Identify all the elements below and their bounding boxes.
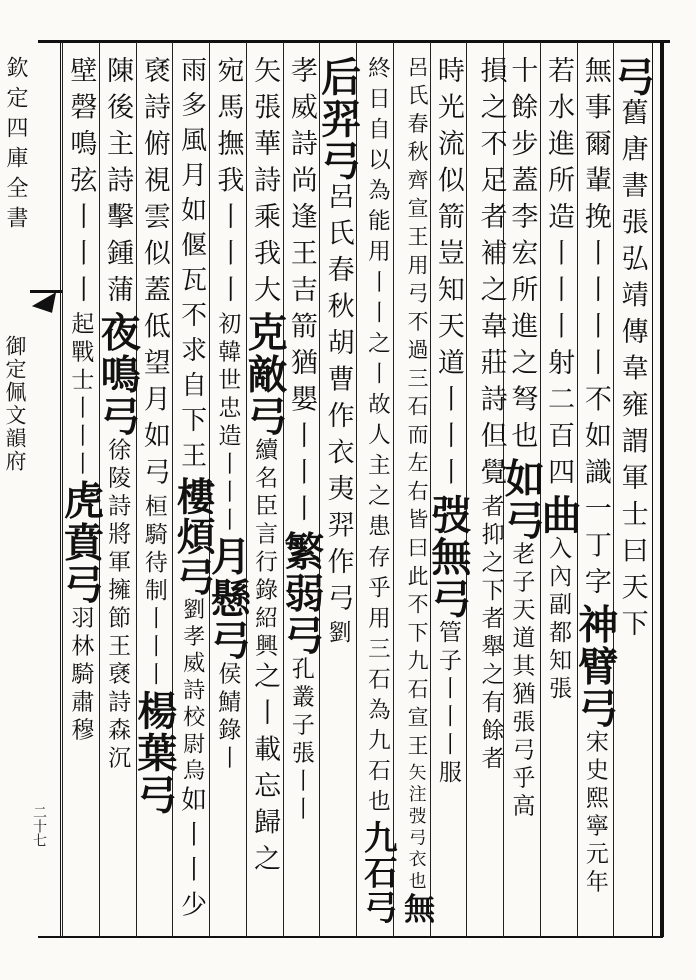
annotation-text: 侯鯖錄丨 <box>214 661 241 774</box>
text-column <box>354 56 398 926</box>
headword: 如弓 <box>498 457 546 542</box>
frame-bottom-border <box>38 936 663 938</box>
headword: 無 <box>398 892 435 926</box>
body-text: 壁磬鳴弦丨丨丨 <box>65 56 97 312</box>
headword: 神臂弓 <box>571 603 619 730</box>
section-title: 御定佩文韻府 <box>3 335 27 473</box>
body-text: 雨多風月如偃瓦不求自下王 <box>176 56 207 477</box>
body-text: 無事爾輩挽丨丨丨丨不如識一丁字 <box>579 56 611 604</box>
text-column <box>241 56 289 881</box>
annotation-text: 孔叢子張丨丨 <box>287 656 314 825</box>
body-text: 孝威詩尚逢王吉箭猶嬰丨丨丨 <box>285 56 317 531</box>
headword: 弢無弓 <box>424 494 472 620</box>
body-text: 褎詩俯視雲似蓋低望月如弓 <box>138 56 170 494</box>
annotation-text: 續名臣言行錄紹興 <box>251 437 278 662</box>
annotation-text: 劉孝威詩校尉烏 <box>179 597 205 786</box>
body-text: 終日自以為能用丨丨之丨故人主之患存乎用三石為九石也 <box>364 56 391 820</box>
column-rule <box>62 42 63 937</box>
headword: 繁弱弓 <box>277 530 325 657</box>
text-column <box>391 56 435 926</box>
text-column <box>608 56 656 646</box>
annotation-text: 者抑之下者舉之有餘者 <box>477 494 504 774</box>
headword: 后羿弓 <box>314 56 362 182</box>
body-text: 如丨丨少 <box>176 785 207 926</box>
headword: 月懸弓 <box>204 535 252 662</box>
text-column <box>94 56 142 774</box>
headword: 虎賁弓 <box>57 479 105 606</box>
frame-top-border <box>38 40 670 43</box>
body-text: 陳後主詩擊鍾蒲 <box>102 56 134 312</box>
annotation-text: 初韓世忠造丨丨丨 <box>214 311 241 536</box>
frame-right-border <box>660 42 664 937</box>
annotation-text: 徐陵詩將軍擁節 <box>104 437 131 634</box>
headword: 曲 <box>535 494 583 536</box>
headword: 夜鳴弓 <box>94 311 142 438</box>
headword: 弓 <box>608 56 656 98</box>
text-column <box>535 56 583 704</box>
body-text: 舊唐書張弘靖傳韋雍謂軍士曰天下 <box>616 98 648 646</box>
annotation-text: 管子丨丨丨服 <box>434 620 461 788</box>
headword: 克敵弓 <box>241 311 289 438</box>
annotation-text: 宋史熙寧元年 <box>581 729 608 898</box>
text-column <box>57 56 105 746</box>
text-column <box>571 56 619 898</box>
annotation-text: 羽林騎肅穆 <box>67 605 94 746</box>
fishtail-bar <box>30 290 62 293</box>
text-column <box>424 56 472 788</box>
headword: 楊葉弓 <box>130 690 178 816</box>
frame-right-inner-border <box>652 42 653 937</box>
annotation-text: 入內副都知張 <box>545 536 572 704</box>
annotation-text: 王褎詩森沉 <box>104 633 131 774</box>
body-text: 之丨載忘歸之 <box>249 661 281 881</box>
annotation-text: 劉 <box>324 620 351 648</box>
body-text: 若水進所造丨丨丨射二百四 <box>543 56 575 494</box>
body-text: 矢張華詩乘我大 <box>249 56 281 312</box>
page-number: 二十七 <box>31 805 47 847</box>
text-column <box>204 56 252 774</box>
body-text: 損之不足者補之韋莊詩但覺 <box>475 56 507 494</box>
annotation-text: 起戰士丨丨丨 <box>67 311 94 480</box>
body-text: 十餘步蓋李宏所進之弩也 <box>506 56 538 458</box>
annotation-text: 桓騎待制丨丨丨 <box>140 494 167 690</box>
body-text: 時光流似箭豈知天道丨丨丨 <box>432 56 464 494</box>
body-text: 呂氏春秋齊宣王用弓不過三石而左右皆曰此不下九石宣王 <box>404 56 429 763</box>
headword: 樓煩弓 <box>169 476 215 598</box>
headword: 九石弓 <box>358 819 398 926</box>
annotation-text: 老子天道其猶張弓乎高 <box>508 541 535 822</box>
book-title: 欽定四庫全書 <box>3 56 28 236</box>
annotation-text: 矢注弢弓衣也 <box>406 762 428 893</box>
body-text: 宛馬撫我丨丨丨 <box>212 56 244 312</box>
text-column <box>465 56 505 774</box>
body-text: 呂氏春秋胡曹作衣夷羿作弓 <box>322 182 354 620</box>
text-column <box>498 56 546 822</box>
text-column <box>277 56 325 825</box>
